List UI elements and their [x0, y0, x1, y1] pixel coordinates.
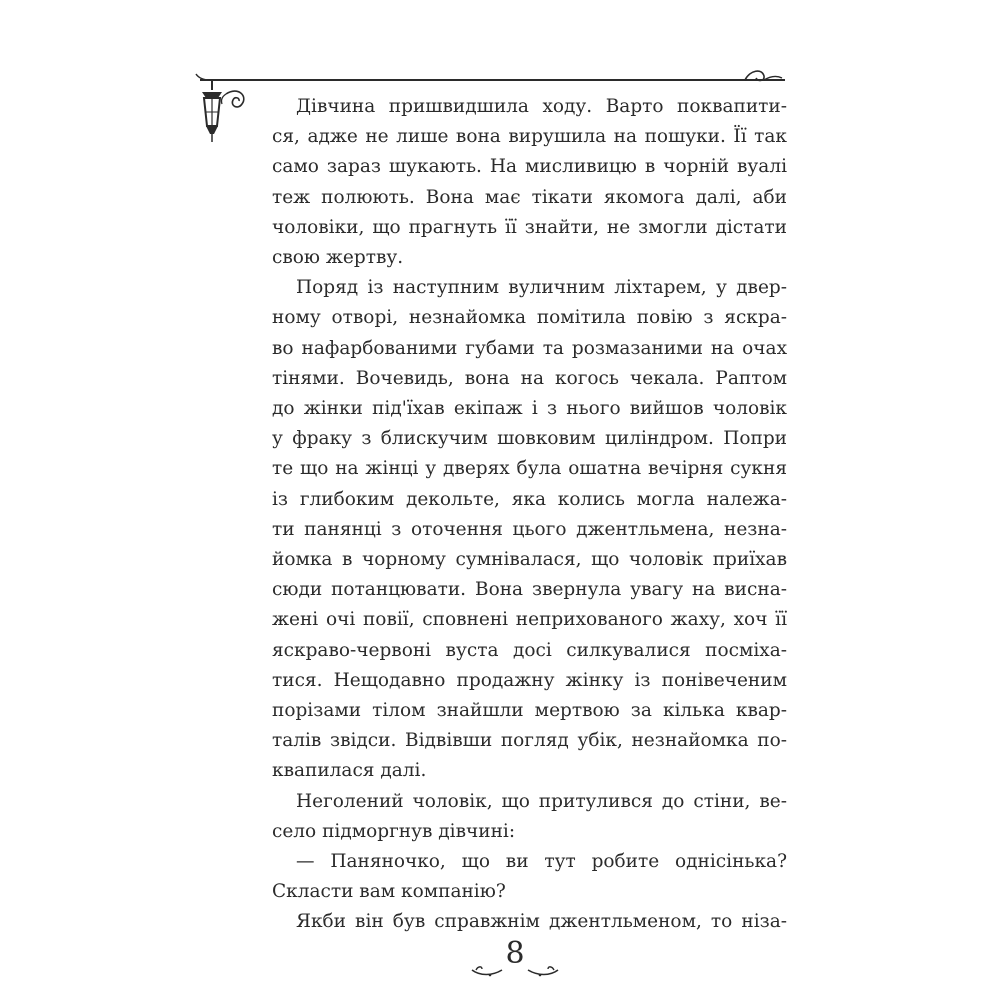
text-line: ти панянці з оточення цього джентльмена, незна-	[272, 518, 787, 540]
text-line: сюди потанцювати. Вона звернула увагу на висна-	[272, 579, 787, 601]
text-line: во нафарбованими губами та розмазаними на очах	[272, 337, 787, 359]
paragraph-2	[272, 273, 787, 786]
text-line: те що на жінці у дверях була ошатна вечірня сукня	[272, 458, 787, 480]
text-line: само зараз шукають. На мисливицю в чорній вуалі	[272, 156, 787, 178]
text-line: Скласти вам компанію?	[272, 881, 506, 903]
text-line: Якби він був справжнім джентльменом, то ніза-	[296, 911, 787, 933]
text-line: теж полюють. Вона має тікати якомога далі, аби	[272, 186, 787, 208]
text-line: у фраку з блискучим шовковим циліндром. Попри	[272, 428, 787, 450]
text-line: Дівчина пришвидшила ходу. Варто поквапити-	[296, 96, 787, 117]
text-line: порізами тілом знайшли мертвою за кілька квар-	[272, 700, 787, 722]
paragraph-3	[272, 787, 787, 847]
page-number: 8	[505, 936, 525, 971]
text-line: — Паняночко, що ви тут робите однісінька?	[296, 851, 787, 873]
text-line: талів звідси. Відвівши погляд убік, незнайомка по-	[272, 730, 787, 752]
text-line: тися. Нещодавно продажну жінку із понівеченим	[272, 669, 787, 691]
paragraph-4	[272, 847, 787, 907]
text-line: йомка в чорному сумнівалася, що чоловік приїхав	[272, 549, 787, 571]
body-text	[272, 92, 787, 938]
text-line: жені очі повії, сповнені неприхованого жаху, хоч її	[272, 609, 787, 631]
page-number-folio	[470, 936, 560, 980]
paragraph-1	[272, 92, 787, 273]
text-line: із глибоким декольте, яка колись могла належа-	[272, 488, 787, 510]
text-line: тінями. Вочевидь, вона на когось чекала. Раптом	[272, 367, 787, 389]
text-line: ному отворі, незнайомка помітила повію з яскра-	[272, 307, 787, 329]
text-line: Неголений чоловік, що притулився до стіни, ве-	[296, 790, 787, 812]
text-line: чоловіки, що прагнуть її знайти, не змогли дістати	[272, 216, 787, 238]
paragraph-5	[272, 907, 787, 937]
text-line: село підморгнув дівчині:	[272, 820, 516, 842]
text-line: свою жертву.	[272, 247, 404, 269]
text-line: Поряд із наступним вуличним ліхтарем, у двер-	[296, 277, 787, 299]
text-line: яскраво-червоні вуста досі силкувалися посміха-	[272, 639, 787, 661]
text-line: квапилася далі.	[272, 760, 427, 782]
text-line: до жінки під'їхав екіпаж і з нього вийшов чоловік	[272, 398, 787, 420]
text-line: ся, адже не лише вона вирушила на пошуки. Її так	[272, 126, 787, 148]
